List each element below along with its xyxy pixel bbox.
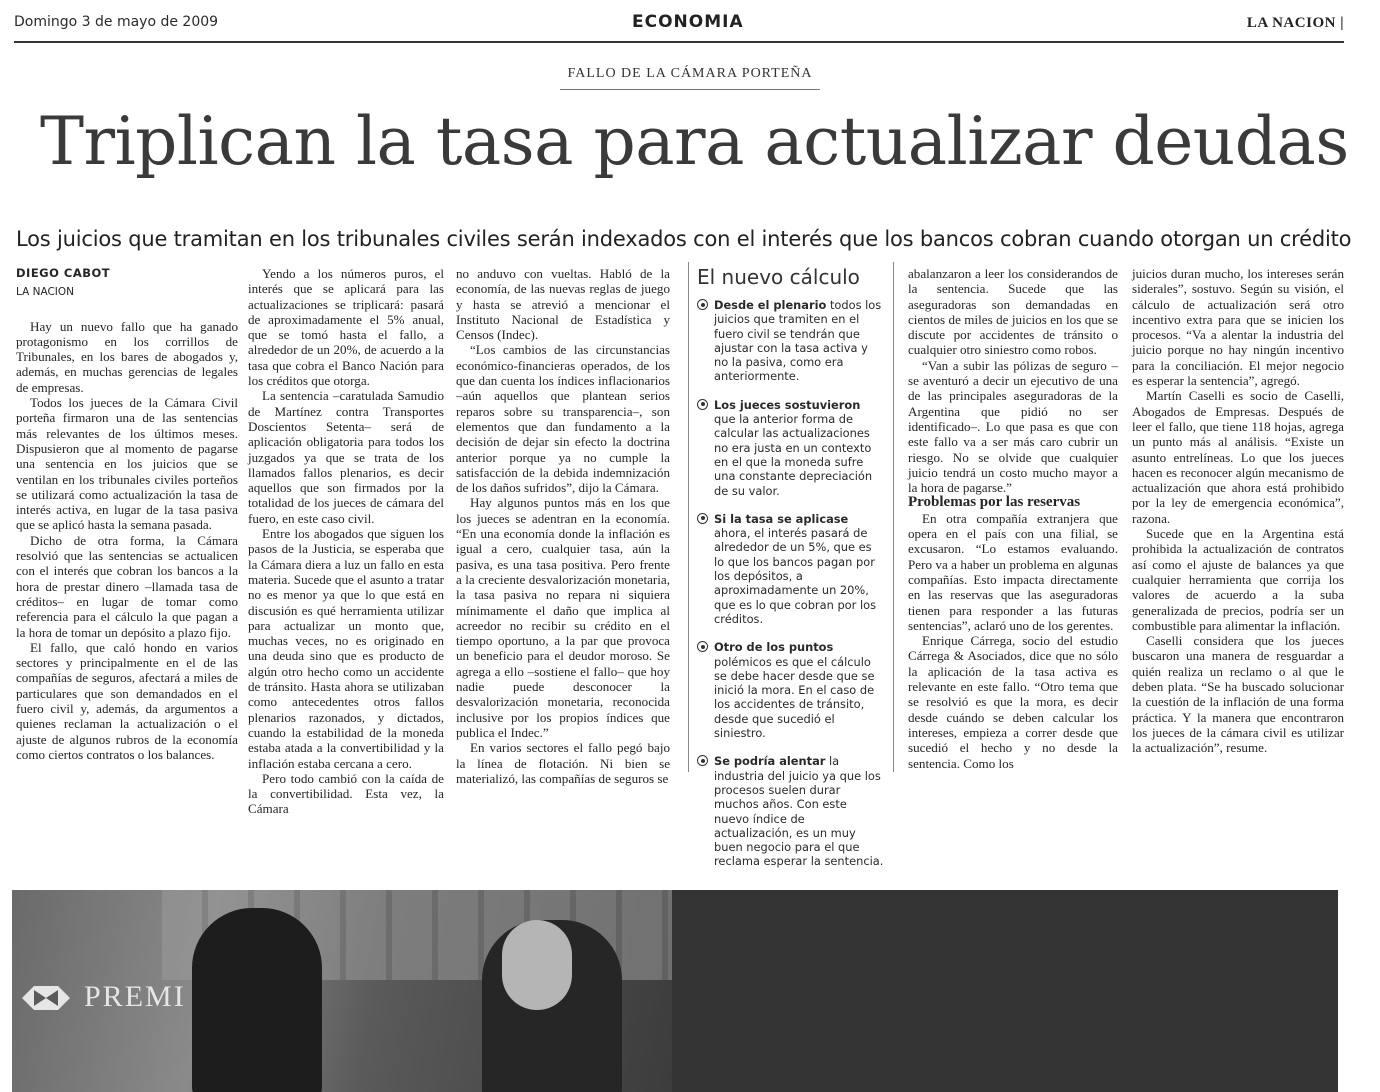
article-column-5 <box>908 266 1118 771</box>
newspaper-name: LA NACION | <box>1246 15 1344 31</box>
paragraph: Hay algunos puntos más en los que los jueces se adentran en la economía. “En una economía donde la inflación es igual a cero, cualquier tasa, aún la pasiva, es una tasa positiva. Pero frente a la creciente desvalorización monetaria, la tasa pasiva no repara ni siquiera mínimamente el daño que implica al acreedor no recibir su crédito en el tiempo oportuno, a la par que provoca un beneficio para el deudor moroso. Se agrega a ello –sostiene el fallo– que hoy nadie puede desconocer la desvalorización monetaria, reconocida inclusive por los propios índices que publica el Indec.” <box>456 495 670 740</box>
article-headline: Triplican la tasa para actualizar deudas <box>40 103 1349 180</box>
sidebar-item-body: todos los juicios que tramiten en el fuero civil se tendrán que ajustar con la tasa activa y no la pasiva, como era anteriormente. <box>714 298 882 384</box>
paragraph: Caselli considera que los jueces buscaron una manera de resguardar a quién realiza un reclamo o al que le deben plata. “Se ha buscado solucionar la cuestión de la inflación de una forma práctica. Y la manera que encontraron los jueces de la cámara civil es utilizar la actualización”, resume. <box>1132 633 1344 756</box>
sidebar-title: El nuevo cálculo <box>697 265 860 289</box>
sidebar-item-text <box>714 754 885 868</box>
kicker-divider <box>560 89 820 90</box>
article-column-1 <box>16 266 238 762</box>
paragraph: El fallo, que caló hondo en varios sectores y principalmente en el de las compañías de seguros, afectará a miles de particulares que son demandados en el fuero civil y, además, da argumentos a quienes reclaman la actualización o el ajuste de algunos rubros de la economía como ciertos contratos o los balances. <box>16 639 238 762</box>
paragraph: Sucede que en la Argentina está prohibida la actualización de contratos así como el ajuste de balances ya que cualquier herramienta que corrija los valores de acuerdo a la suba generalizada de precios, podría ser un combustible para alimentar la inflación. <box>1132 526 1344 633</box>
sidebar-item <box>697 754 885 868</box>
bullet-icon <box>697 513 711 524</box>
paragraph: abalanzaron a leer los considerandos de la sentencia. Sucede que las aseguradoras son demandadas en cientos de miles de juicios en los que se discute por accidentes de tránsito o cualquier otro siniestro como robos. <box>908 266 1118 358</box>
sidebar-item-body: la industria del juicio ya que los procesos suelen durar muchos años. Con este nuevo índice de actualización, es un muy buen negocio para el que reclama esperar la sentencia. <box>714 754 884 869</box>
sidebar-item-text <box>714 298 885 384</box>
paragraph: juicios duran mucho, los intereses serán siderales”, sostuvo. Según su visión, el cálculo de actualización será otro incentivo extra para que se inicien los procesos. “Va a alentar la industria del juicio porque no hay ningún incentivo para la conciliación. El mejor negocio es esperar la sentencia”, agregó. <box>1132 266 1344 389</box>
byline-author: DIEGO CABOT <box>16 266 111 280</box>
sidebar-item-lead: Desde el plenario <box>714 298 827 312</box>
sidebar-item <box>697 298 885 384</box>
sidebar-item-lead: Si la tasa se aplicase <box>714 511 849 526</box>
paragraph: Yendo a los números puros, el interés que se aplicará para las actualizaciones se triplicará: pasará de aproximadamente el 5% anual, que se tomó hasta el fallo, a alrededor de un 20%, de acuerdo a la tasa que cobra el Banco Nación para los créditos que otorga. <box>248 266 444 389</box>
section-title: ECONOMIA <box>632 12 744 32</box>
issue-date: Domingo 3 de mayo de 2009 <box>14 14 219 30</box>
header-divider <box>14 41 1344 43</box>
paragraph: Pero todo cambió con la caída de la convertibilidad. Esta vez, la Cámara <box>248 770 444 817</box>
sidebar-item-body: ahora, el interés pasará de alrededor de un 5%, que es lo que los bancos pagan por los depósitos, a aproximadamente un 20%, que es lo que cobran por los créditos. <box>714 526 877 626</box>
paragraph: En varios sectores el fallo pegó bajo la línea de flotación. Ni bien se materializó, las compañías de seguros se <box>456 740 670 786</box>
paragraph: “Van a subir las pólizas de seguro –se aventuró a decir un ejecutivo de una de las principales aseguradoras de la Argentina que pidió no ser identificado–. Lo que pasa es que con este fallo va a ser más caro cubrir un riesgo. No se olvide que cualquier juicio tendrá un costo mucho mayor a la hora de pagarse.” <box>908 357 1118 496</box>
paragraph: Dicho de otra forma, la Cámara resolvió que las sentencias se actualicen con el interés que cobran los bancos a la hora de prestar dinero –llamada tasa de créditos– en lugar de tomar como referencia para el cálculo la que pagan a la hora de tomar un depósito a plazo fijo. <box>16 532 238 640</box>
advertisement-brand: PREMI <box>84 980 186 1013</box>
article-subheadline: Los juicios que tramitan en los tribunales civiles serán indexados con el interés que los bancos cobran cuando otorgan un crédito <box>16 227 1352 251</box>
photo-person <box>192 908 322 1092</box>
bullet-icon <box>697 399 711 410</box>
sidebar-item-text <box>714 512 885 626</box>
photo-dark-panel <box>672 890 1338 1092</box>
paragraph: Entre los abogados que siguen los pasos de la Justicia, se esperaba que la Cámara diera a luz un fallo en esta materia. Sucede que el asunto a tratar no es menor ya que lo que está en discusión es qué herramienta utilizar para actualizar un monto que, muchas veces, no es originado en una deuda sino que es producto de algún otro hecho como un accidente de tránsito. Hasta ahora se utilizaban como antecedentes otros fallos plenarios razonados, y dictados, cuando la estabilidad de la moneda estaba atada a la convertibilidad y la inflación estaba cercana a cero. <box>248 526 444 771</box>
sidebar-item <box>697 398 885 498</box>
paragraph: Martín Caselli es socio de Caselli, Abogados de Empresas. Después de leer el fallo, que tiene 118 hojas, agrega un punto más al análisis. “Existe un asunto entrelíneas. Lo que los jueces hacen es reconocer algún mecanismo de actualización que ahora está prohibido por la ley de emergencia económica”, razona. <box>1132 388 1344 526</box>
paragraph: Enrique Cárrega, socio del estudio Cárrega & Asociados, dice que no sólo la aplicación de la tasa activa es relevante en este fallo. “Otro tema que se resolvió es que la mora, es decir desde cuándo se deben calcular los intereses, empieza a correr desde que sucedió el hecho y no desde la sentencia. Como los <box>908 633 1118 771</box>
article-column-3 <box>456 266 670 786</box>
sidebar-item-text <box>714 398 885 498</box>
sidebar-item-text <box>714 640 885 740</box>
paragraph: Hay un nuevo fallo que ha ganado protagonismo en los corrillos de Tribunales, en los bares de abogados y, además, en muchas gerencias de legales de empresas. <box>16 318 238 395</box>
sidebar-item <box>697 640 885 740</box>
sidebar-item-body: que la anterior forma de calcular las actualizaciones no era justa en un contexto en el que la moneda sufre una constante depreciación de su valor. <box>714 412 873 498</box>
sidebar-item-lead: Otro de los puntos <box>714 640 834 655</box>
sidebar-item-lead: Se podría alentar <box>714 754 826 769</box>
paragraph: La sentencia –caratulada Samudio de Martínez contra Transportes Doscientos Setenta– será de aplicación obligatoria para todos los juzgados ya que se trata de los llamados fallos plenarios, es decir aquellos que son firmados por la totalidad de los jueces de cámara del fuero, en este caso civil. <box>248 388 444 526</box>
sidebar-item <box>697 512 885 626</box>
sidebar-item-lead: Los jueces sostuvieron <box>714 397 861 412</box>
article-kicker: FALLO DE LA CÁMARA PORTEÑA <box>567 66 813 81</box>
bullet-icon <box>697 641 711 652</box>
page-header <box>14 12 1344 38</box>
sidebar-box <box>688 262 894 869</box>
bullet-icon <box>697 299 711 310</box>
byline-organization: LA NACION <box>16 286 75 299</box>
hexagon-logo-icon <box>22 986 70 1010</box>
paragraph: “Los cambios de las circunstancias económico-financieras operados, de los que dan cuenta los índices inflacionarios –aún aquellos que plantean serios reparos sobre su transparencia–, son elementos que dan fundamento a la decisión de dejar sin efecto la doctrina anterior porque ya no cumple la satisfacción de la debida indemnización de los daños sufridos”, dijo la Cámara. <box>456 342 670 496</box>
paragraph: En otra compañía extranjera que opera en el país con una filial, se excusaron. “Lo estamos evaluando. Pero va a haber un problema en algunas compañías. Esto impacta directamente en las reservas que las aseguradoras tienen para responder a las futuras sentencias”, aclaró uno de los gerentes. <box>908 510 1118 633</box>
paragraph: no anduvo con vueltas. Habló de la economía, de las nuevas reglas de juego y hasta se atrevió a mencionar el Instituto Nacional de Estadística y Censos (Indec). <box>456 266 670 343</box>
article-column-6 <box>1132 266 1344 756</box>
sidebar-item-body: polémicos es que el cálculo se debe hacer desde que se inició la mora. En el caso de los accidentes de tránsito, desde que sucedió el siniestro. <box>714 654 875 741</box>
paragraph: Todos los jueces de la Cámara Civil porteña firmaron una de las sentencias más relevantes de los últimos meses. Dispusieron que al momento de pagarse una sentencia en los juicios que se ventilan en los tribunales civiles porteños se utilizará como actualización la tasa de interés activa, en lugar de la tasa pasiva que se aplicó hasta la semana pasada. <box>16 395 238 533</box>
section-subtitle: Problemas por las reservas <box>908 494 1081 511</box>
photo-face <box>502 920 572 1010</box>
article-column-2 <box>248 266 444 817</box>
bullet-icon <box>697 755 711 766</box>
advertisement-photo <box>12 890 1338 1092</box>
